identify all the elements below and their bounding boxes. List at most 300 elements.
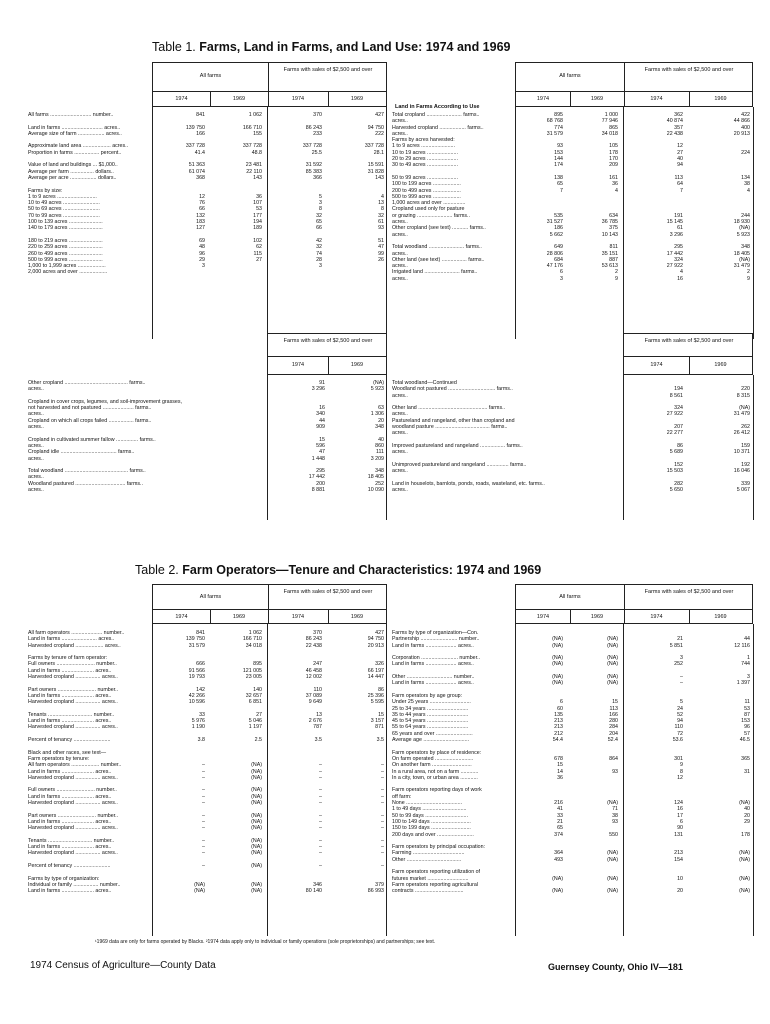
- row-label: Irrigated land ........................ farms..: [392, 269, 478, 276]
- cell-value: 284: [609, 724, 618, 731]
- cell-value: –: [202, 768, 205, 775]
- row-label: Under 25 years ............................: [392, 699, 471, 706]
- table-row: [392, 487, 754, 493]
- cell-value: 38: [612, 812, 618, 819]
- cell-value: 20 913: [733, 130, 750, 137]
- cell-value: 36: [612, 181, 618, 188]
- cell-value: 5 923: [370, 386, 384, 393]
- cell-value: 194: [253, 219, 262, 226]
- cell-value: 47 176: [546, 263, 563, 270]
- cell-value: 65: [316, 219, 322, 226]
- row-label: Percent of tenancy .........................: [28, 737, 111, 744]
- cell-value: 46.5: [739, 737, 750, 744]
- t2-hdr-1974-sr: 1974: [650, 614, 663, 620]
- row-label: Cropland in cover crops, legumes, and soil-improvement grasses,: [28, 398, 182, 405]
- table1-title: [152, 40, 510, 54]
- cell-value: (NA): [607, 636, 618, 643]
- cell-value: 48.8: [251, 149, 262, 156]
- cell-value: 72: [677, 730, 683, 737]
- cell-value: 21: [677, 636, 683, 643]
- cell-value: –: [319, 800, 322, 807]
- row-label: On another farm ...........................: [392, 762, 472, 769]
- cell-value: 96: [744, 724, 750, 731]
- cell-value: 20: [378, 417, 384, 424]
- cell-value: 57: [744, 730, 750, 737]
- cell-value: 27 922: [666, 263, 683, 270]
- cell-value: 27: [256, 711, 262, 718]
- row-label: contracts .................................: [392, 888, 464, 895]
- cell-value: 31 579: [188, 642, 205, 649]
- row-label: Other .....................................: [392, 856, 462, 863]
- cell-value: 3 209: [370, 455, 384, 462]
- hdr-1974-r: 1974: [536, 96, 550, 102]
- cell-value: 154: [674, 856, 683, 863]
- cell-value: 65: [557, 825, 563, 832]
- cell-value: 4: [747, 187, 750, 194]
- cell-value: 36 785: [601, 219, 618, 226]
- cell-value: –: [202, 787, 205, 794]
- cell-value: 2: [615, 269, 618, 276]
- row-label: 25 to 34 years ............................: [392, 705, 469, 712]
- sub-hdr-1969-r: 1969: [714, 362, 727, 368]
- cell-value: 1 306: [370, 411, 384, 418]
- cell-value: 96: [199, 250, 205, 257]
- row-label: acres..: [392, 250, 408, 257]
- cell-value: (NA): [607, 674, 618, 681]
- row-label: None ......................................: [392, 800, 463, 807]
- row-label: 55 to 64 years ............................: [392, 724, 469, 731]
- cell-value: (NA): [739, 875, 750, 882]
- cell-value: 15: [612, 699, 618, 706]
- cell-value: 6 851: [248, 699, 262, 706]
- cell-value: (NA): [607, 661, 618, 668]
- cell-value: 252: [674, 661, 683, 668]
- cell-value: 44 866: [733, 118, 750, 125]
- cell-value: 183: [196, 219, 205, 226]
- cell-value: 12: [677, 143, 683, 150]
- cell-value: 191: [674, 212, 683, 219]
- t2-hdr-1969-sr: 1969: [714, 614, 727, 620]
- cell-value: 76: [199, 200, 205, 207]
- cell-value: (NA): [607, 888, 618, 895]
- cell-value: 6: [680, 818, 683, 825]
- cell-value: 22 110: [246, 168, 262, 175]
- cell-value: –: [202, 844, 205, 851]
- cell-value: 113: [674, 174, 683, 181]
- cell-value: 811: [609, 244, 618, 251]
- row-label: Other cropland ........................................... farms..: [28, 380, 146, 386]
- cell-value: 32: [378, 212, 384, 219]
- cell-value: 134: [741, 174, 750, 181]
- cell-value: (NA): [552, 674, 563, 681]
- row-label: Land in farms ...................... acres..: [28, 692, 112, 699]
- cell-value: –: [381, 762, 384, 769]
- cell-value: 8: [381, 206, 384, 213]
- cell-value: 213: [674, 850, 683, 857]
- cell-value: 2.5: [254, 737, 262, 744]
- cell-value: 40: [744, 806, 750, 813]
- row-label: futures market ............................: [392, 875, 469, 882]
- row-label: Farms by acres harvested:: [392, 137, 455, 144]
- hdr-1974-sales: 1974: [291, 96, 305, 102]
- row-label: Harvested cropland ................. acres..: [28, 850, 118, 857]
- row-label: Land in farms ...................... acres..: [28, 793, 112, 800]
- cell-value: 427: [375, 112, 384, 118]
- cell-value: 144: [554, 156, 563, 163]
- cell-value: 23 481: [245, 162, 262, 169]
- cell-value: (NA): [607, 875, 618, 882]
- cell-value: 25 396: [367, 692, 384, 699]
- cell-value: –: [202, 825, 205, 832]
- cell-value: 362: [674, 112, 683, 118]
- cell-value: 8: [680, 768, 683, 775]
- cell-value: (NA): [552, 875, 563, 882]
- cell-value: 365: [741, 755, 750, 762]
- hdr-1974: 1974: [175, 96, 188, 102]
- cell-value: 244: [741, 212, 750, 219]
- cell-value: 170: [609, 156, 618, 163]
- cell-value: 52: [677, 711, 683, 718]
- cell-value: –: [319, 850, 322, 857]
- cell-value: 895: [554, 112, 563, 118]
- cell-value: 220: [741, 386, 750, 393]
- cell-value: 11: [744, 699, 750, 706]
- cell-value: (NA): [251, 812, 262, 819]
- cell-value: (NA): [552, 655, 563, 662]
- row-label: Farm operators by age group:: [392, 692, 463, 699]
- cell-value: 44: [744, 636, 750, 643]
- row-label: Farming ...................................: [392, 850, 465, 857]
- cell-value: 36: [256, 193, 262, 200]
- table-row: [392, 276, 754, 282]
- cell-value: 12: [199, 193, 205, 200]
- cell-value: 177: [253, 212, 262, 219]
- cell-value: 63: [378, 405, 384, 412]
- cell-value: 110: [313, 686, 322, 693]
- cell-value: 5 976: [191, 718, 205, 725]
- cell-value: 9: [680, 762, 683, 769]
- cell-value: 31 527: [546, 219, 563, 226]
- row-label: acres..: [392, 468, 408, 475]
- cell-value: 13: [378, 200, 384, 207]
- cell-value: 10 371: [733, 449, 750, 456]
- t2-hdr-1974-r: 1974: [536, 614, 550, 620]
- table1-number: Table 1.: [152, 40, 196, 54]
- row-label: acres..: [28, 424, 44, 431]
- row-label: acres..: [392, 118, 408, 125]
- cell-value: 94: [677, 718, 683, 725]
- cell-value: 91: [319, 380, 325, 386]
- cell-value: –: [202, 793, 205, 800]
- row-label: On farm operated ..........................: [392, 755, 474, 762]
- cell-value: 1 062: [248, 112, 262, 118]
- row-label: Improved pastureland and rangeland ................. farms..: [392, 442, 523, 449]
- cell-value: 87: [744, 711, 750, 718]
- sub-hdr-sales-r: Farms with sales of $2,500 and over: [644, 338, 734, 344]
- cell-value: 427: [375, 630, 384, 636]
- row-label: Total woodland—Continued: [392, 380, 457, 386]
- cell-value: 4: [381, 193, 384, 200]
- row-label: acres..: [392, 487, 408, 494]
- cell-value: 634: [609, 212, 618, 219]
- row-label: acres..: [392, 130, 408, 137]
- cell-value: 324: [674, 256, 683, 263]
- row-label: Cropland idle ...................................... farms..: [28, 449, 135, 456]
- cell-value: 17 442: [308, 474, 325, 481]
- row-label: Land in farms ............................ acres..: [28, 124, 121, 131]
- cell-value: –: [202, 774, 205, 781]
- cell-value: 31 579: [546, 130, 563, 137]
- row-label: Individual or family ................. number..: [28, 881, 121, 888]
- cell-value: (NA): [251, 787, 262, 794]
- cell-value: 2 676: [308, 718, 322, 725]
- cell-value: 666: [196, 661, 205, 668]
- row-label: 180 to 219 acres .......................: [28, 237, 103, 244]
- sub-hdr-sales: Farms with sales of $2,500 and over: [283, 338, 373, 344]
- cell-value: (NA): [251, 837, 262, 844]
- table2-footnote: ¹1969 data are only for farms operated by Blacks. ²1974 data apply only to individual or family operations (sole proprietorships) and partnerships; see text.: [95, 939, 436, 945]
- row-label: 10 to 19 acres .....................: [392, 149, 458, 156]
- row-label: Farm operators by tenure:: [28, 755, 90, 762]
- cell-value: 15: [557, 762, 563, 769]
- table-row: [28, 888, 388, 894]
- cell-value: 252: [375, 480, 384, 487]
- cell-value: –: [381, 774, 384, 781]
- row-label: Percent of tenancy .........................: [28, 862, 111, 869]
- cell-value: 161: [609, 174, 618, 181]
- cell-value: (NA): [251, 774, 262, 781]
- cell-value: 40: [677, 156, 683, 163]
- cell-value: 127: [196, 225, 205, 232]
- cell-value: 8: [319, 206, 322, 213]
- cell-value: 348: [741, 244, 750, 251]
- cell-value: 326: [375, 661, 384, 668]
- cell-value: 60: [557, 705, 563, 712]
- cell-value: 178: [609, 149, 618, 156]
- row-label: 65 years and over .........................: [392, 730, 473, 737]
- cell-value: 153: [554, 149, 563, 156]
- row-label: Tenants .............................. number..: [28, 837, 115, 844]
- row-label: acres..: [392, 449, 408, 456]
- cell-value: 1 190: [191, 724, 205, 731]
- cell-value: 142: [196, 686, 205, 693]
- row-label: Woodland not pastured ................................ farms..: [392, 386, 513, 393]
- cell-value: –: [381, 850, 384, 857]
- cell-value: 61: [378, 219, 384, 226]
- row-label: All farms ............................ number..: [28, 112, 114, 118]
- row-label: 200 days and over .........................: [392, 831, 474, 838]
- sub-hdr-1974-r: 1974: [650, 362, 663, 368]
- cell-value: 14 447: [367, 674, 384, 681]
- row-label: 150 to 199 days ...........................: [392, 825, 471, 832]
- cell-value: 13: [316, 711, 322, 718]
- row-label: Farm operators by principal occupation:: [392, 844, 486, 851]
- t2-hdr-1969: 1969: [232, 614, 246, 620]
- cell-value: 26: [378, 256, 384, 263]
- row-label: Unimproved pastureland and rangeland ............... farms..: [392, 461, 527, 468]
- cell-value: 1 000: [604, 112, 618, 118]
- cell-value: 12 002: [305, 674, 322, 681]
- cell-value: (NA): [607, 680, 618, 687]
- row-label: Total woodland ........................ farms..: [392, 244, 482, 251]
- row-label: 2,000 acres and over ...................: [28, 269, 108, 276]
- cell-value: 27 922: [666, 411, 683, 418]
- cell-value: 3.5: [314, 737, 322, 744]
- cell-value: (NA): [739, 800, 750, 807]
- row-label: Other land (see text) ................. farms..: [392, 256, 485, 263]
- row-label: Total cropland ........................ farms..: [392, 112, 480, 118]
- cell-value: 40 874: [666, 118, 683, 125]
- table-row: [392, 888, 754, 894]
- cell-value: 93: [612, 818, 618, 825]
- cell-value: 7: [680, 187, 683, 194]
- table1-sub-left-header: [267, 333, 387, 375]
- row-label: Average age ...............................: [392, 737, 470, 744]
- cell-value: 10 143: [601, 231, 618, 238]
- table2-right-header: [515, 584, 753, 624]
- row-label: 100 to 149 days ...........................: [392, 818, 471, 825]
- cell-value: 6: [560, 269, 563, 276]
- cell-value: 10 596: [188, 699, 205, 706]
- cell-value: (NA): [251, 768, 262, 775]
- cell-value: (NA): [739, 888, 750, 895]
- cell-value: 44: [319, 417, 325, 424]
- cell-value: 4: [680, 269, 683, 276]
- cell-value: 51 363: [188, 162, 205, 169]
- cell-value: 16 046: [733, 468, 750, 475]
- cell-value: 86: [677, 442, 683, 449]
- cell-value: (NA): [607, 800, 618, 807]
- cell-value: 4: [615, 187, 618, 194]
- cell-value: (NA): [739, 856, 750, 863]
- cell-value: (NA): [607, 850, 618, 857]
- cell-value: –: [319, 818, 322, 825]
- row-label: 50 to 69 acres .........................: [28, 206, 100, 213]
- cell-value: 186: [554, 225, 563, 232]
- cell-value: 93: [557, 143, 563, 150]
- cell-value: 17: [677, 812, 683, 819]
- row-label: Farms by tenure of farm operator:: [28, 655, 108, 662]
- row-label: acres..: [392, 231, 408, 238]
- row-label: In a rural area, not on a farm ............: [392, 768, 479, 775]
- cell-value: 200: [316, 480, 325, 487]
- cell-value: 5 923: [736, 231, 750, 238]
- cell-value: (NA): [607, 856, 618, 863]
- cell-value: 282: [674, 480, 683, 487]
- cell-value: 131: [674, 831, 683, 838]
- cell-value: 295: [316, 468, 325, 475]
- cell-value: 10 090: [367, 487, 384, 494]
- table1-right-header: [515, 62, 753, 107]
- cell-value: 348: [375, 468, 384, 475]
- row-label: Land in farms ...................... acres..: [28, 844, 112, 851]
- row-label: Approximate land area ................... acres..: [28, 143, 129, 150]
- row-label: acres..: [28, 386, 44, 393]
- row-label: 50 to 99 days .............................: [392, 812, 468, 819]
- cell-value: (NA): [607, 642, 618, 649]
- row-label: Farm operators reporting days of work: [392, 787, 482, 794]
- cell-value: 337 728: [242, 143, 262, 150]
- row-label: 10 to 49 acres .........................: [28, 200, 100, 207]
- table1-land-use-heading: Land in Farms According to Use: [395, 104, 480, 110]
- cell-value: –: [680, 674, 683, 681]
- cell-value: 295: [674, 244, 683, 251]
- cell-value: 24: [677, 705, 683, 712]
- table1-left-header: [152, 62, 387, 107]
- cell-value: 16: [677, 806, 683, 813]
- cell-value: 102: [253, 237, 262, 244]
- table1-left-rows: [28, 112, 388, 276]
- cell-value: 86 993: [367, 888, 384, 895]
- cell-value: –: [319, 812, 322, 819]
- cell-value: 61 074: [188, 168, 205, 175]
- cell-value: 5 689: [669, 449, 683, 456]
- cell-value: 3.8: [197, 737, 205, 744]
- cell-value: 53 613: [601, 263, 618, 270]
- cell-value: 909: [316, 424, 325, 431]
- row-label: Farms by type of organization:: [28, 875, 100, 882]
- cell-value: 3: [202, 263, 205, 270]
- cell-value: 1: [747, 655, 750, 662]
- cell-value: (NA): [552, 636, 563, 643]
- row-label: 1,000 to 1,999 acres ...................: [28, 263, 106, 270]
- cell-value: 3.5: [376, 737, 384, 744]
- cell-value: (NA): [251, 862, 262, 869]
- cell-value: (NA): [251, 850, 262, 857]
- cell-value: 887: [609, 256, 618, 263]
- cell-value: (NA): [739, 850, 750, 857]
- cell-value: 860: [375, 442, 384, 449]
- row-label: 70 to 99 acres .........................: [28, 212, 100, 219]
- cell-value: 66: [316, 225, 322, 232]
- cell-value: 684: [554, 256, 563, 263]
- cell-value: 3 296: [311, 386, 325, 393]
- cell-value: 871: [375, 724, 384, 731]
- cell-value: (NA): [251, 881, 262, 888]
- hdr-1969-r: 1969: [590, 96, 604, 102]
- row-label: Tenants .............................. number..: [28, 711, 115, 718]
- cell-value: 337 728: [364, 143, 384, 150]
- cell-value: 32: [316, 212, 322, 219]
- cell-value: 6: [560, 699, 563, 706]
- table1-sub-left-rows: [28, 380, 388, 493]
- cell-value: 31 592: [305, 162, 322, 169]
- cell-value: 18 405: [733, 250, 750, 257]
- cell-value: 22 438: [305, 642, 322, 649]
- cell-value: 53.6: [672, 737, 683, 744]
- cell-value: –: [319, 825, 322, 832]
- cell-value: 155: [253, 130, 262, 137]
- cell-value: 33: [199, 711, 205, 718]
- cell-value: 27: [677, 149, 683, 156]
- row-label: off farm:: [392, 793, 412, 800]
- cell-value: 20: [677, 888, 683, 895]
- cell-value: 105: [609, 143, 618, 150]
- cell-value: –: [381, 844, 384, 851]
- cell-value: 138: [554, 174, 563, 181]
- row-label: 1,000 acres and over ...............: [392, 200, 466, 207]
- cell-value: 20 913: [367, 642, 384, 649]
- cell-value: 535: [554, 212, 563, 219]
- cell-value: 3: [680, 655, 683, 662]
- cell-value: 64: [677, 181, 683, 188]
- cell-value: –: [319, 768, 322, 775]
- row-label: Harvested cropland ................. acres..: [28, 699, 118, 706]
- row-label: Harvested cropland ................. acres..: [28, 774, 118, 781]
- cell-value: 364: [554, 850, 563, 857]
- table1-title-text: Farms, Land in Farms, and Land Use: 1974 and 1969: [199, 40, 511, 54]
- cell-value: 80 140: [305, 888, 322, 895]
